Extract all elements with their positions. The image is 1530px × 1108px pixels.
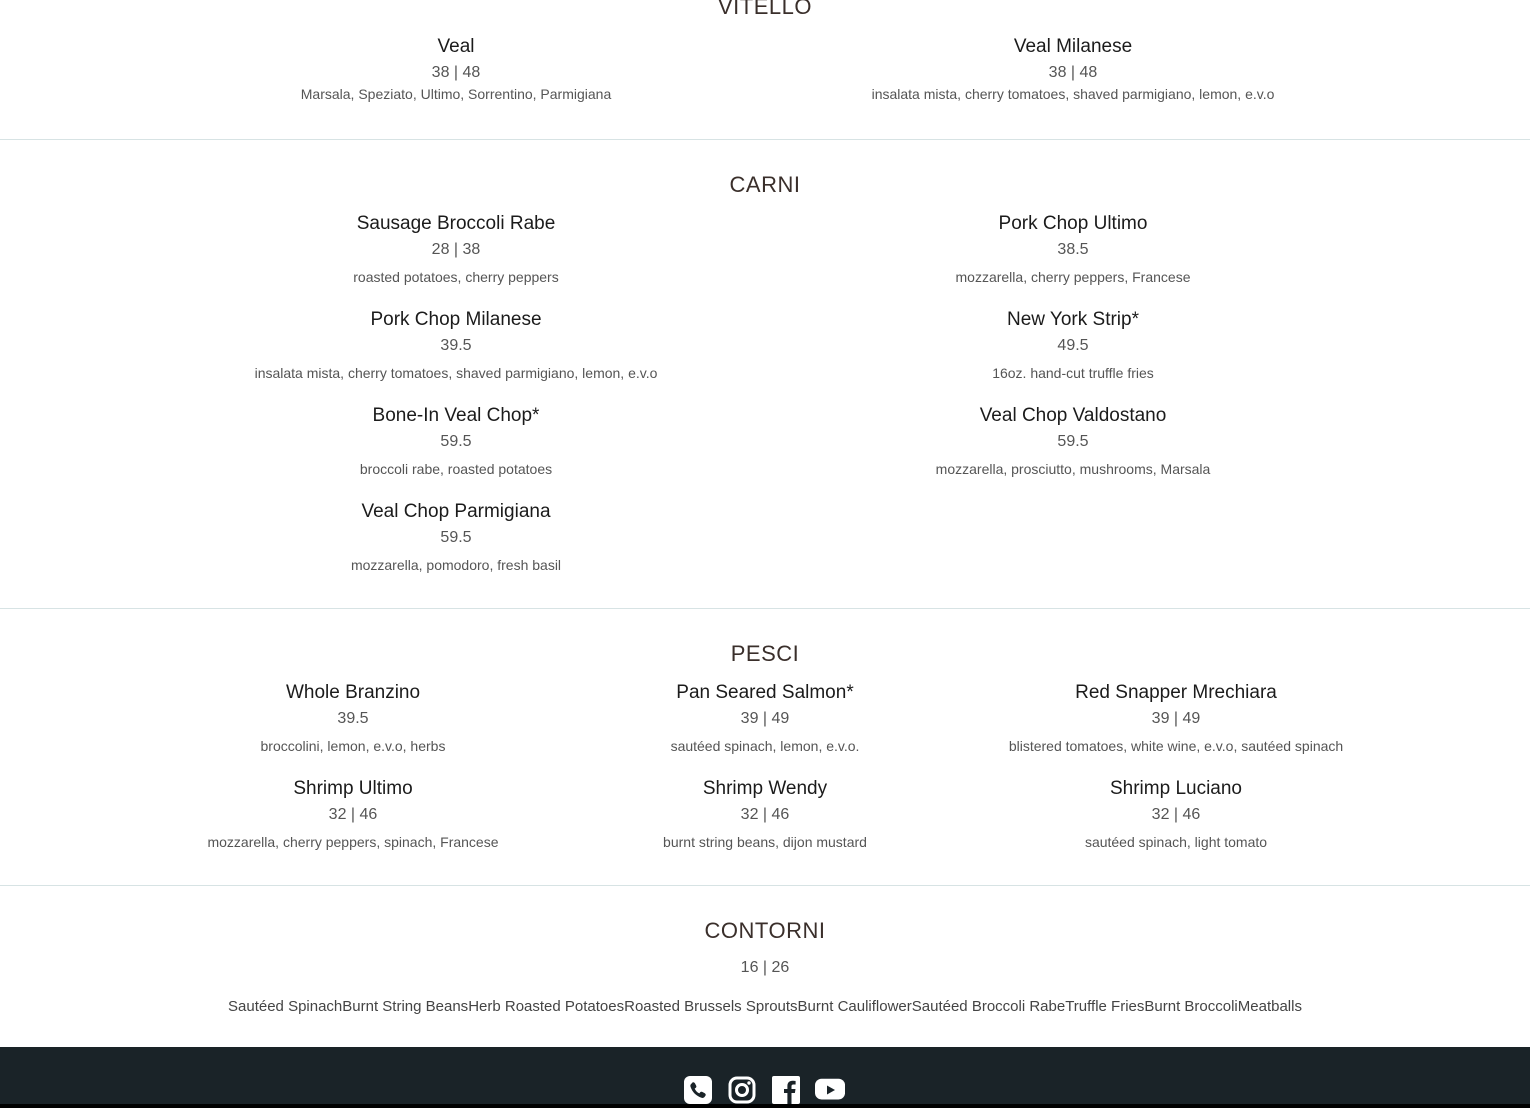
side-item: Sautéed Spinach xyxy=(228,998,343,1015)
side-item: Meatballs xyxy=(1237,998,1302,1015)
menu-item-name: Veal xyxy=(437,36,475,57)
side-item: Roasted Brussels Sprouts xyxy=(624,998,798,1015)
menu-item-name: Red Snapper Mrechiara xyxy=(1075,682,1277,703)
menu-item-veal-chop-valdostano xyxy=(773,404,1373,478)
menu-item-name: New York Strip* xyxy=(1006,309,1139,330)
menu-item-name: Shrimp Luciano xyxy=(1109,778,1243,799)
menu-item-veal-milanese xyxy=(773,35,1373,103)
menu-item-price: 32 | 46 xyxy=(740,806,790,823)
side-item: Truffle Fries xyxy=(1065,998,1145,1015)
section-title-pesci: PESCI xyxy=(730,641,800,666)
menu-item-description: mozzarella, cherry peppers, Francese xyxy=(955,269,1191,285)
menu-item-price: 59.5 xyxy=(1057,433,1089,450)
menu-item-new-york-strip xyxy=(773,308,1373,382)
menu-item-shrimp-wendy xyxy=(565,777,965,851)
menu-item-price: 39 | 49 xyxy=(1151,710,1201,727)
side-item: Burnt String Beans xyxy=(342,998,469,1015)
footer-bottom-bar xyxy=(0,1104,1530,1108)
menu-item-pork-chop-ultimo xyxy=(773,212,1373,286)
menu-item-name: Pork Chop Milanese xyxy=(370,309,542,330)
menu-item-name: Whole Branzino xyxy=(285,682,421,703)
menu-item-description: broccolini, lemon, e.v.o, herbs xyxy=(260,738,446,754)
menu-item-red-snapper-mrechiara xyxy=(976,681,1376,755)
side-item: Sautéed Broccoli Rabe xyxy=(911,998,1066,1015)
menu-item-name: Shrimp Wendy xyxy=(702,778,828,799)
menu-item-price: 59.5 xyxy=(440,433,472,450)
menu-item-description: insalata mista, cherry tomatoes, shaved parmigiano, lemon, e.v.o xyxy=(871,86,1275,102)
menu-item-price: 39.5 xyxy=(440,337,472,354)
section-divider xyxy=(0,608,1530,609)
menu-item-price: 32 | 46 xyxy=(328,806,378,823)
instagram-icon[interactable] xyxy=(727,1075,757,1105)
menu-item-description: sautéed spinach, light tomato xyxy=(1084,834,1268,850)
footer xyxy=(0,1047,1530,1108)
menu-item-description: roasted potatoes, cherry peppers xyxy=(353,269,559,285)
menu-item-name: Pan Seared Salmon* xyxy=(676,682,854,703)
contorni-price: 16 | 26 xyxy=(740,959,790,976)
side-item: Herb Roasted Potatoes xyxy=(468,998,625,1015)
menu-item-description: insalata mista, cherry tomatoes, shaved parmigiano, lemon, e.v.o xyxy=(254,365,658,381)
phone-icon[interactable] xyxy=(683,1075,713,1105)
menu-item-name: Pork Chop Ultimo xyxy=(998,213,1148,234)
menu-item-description: mozzarella, pomodoro, fresh basil xyxy=(350,557,562,573)
youtube-icon[interactable] xyxy=(815,1075,845,1105)
menu-item-price: 32 | 46 xyxy=(1151,806,1201,823)
menu-item-description: mozzarella, cherry peppers, spinach, Francese xyxy=(207,834,499,850)
menu-item-bone-in-veal-chop xyxy=(156,404,756,478)
menu-item-name: Veal Milanese xyxy=(1013,36,1133,57)
menu-item-veal xyxy=(156,35,756,103)
menu-item-price: 38 | 48 xyxy=(1048,64,1098,81)
menu-item-shrimp-luciano xyxy=(976,777,1376,851)
menu-item-price: 38 | 48 xyxy=(431,64,481,81)
menu-item-name: Sausage Broccoli Rabe xyxy=(356,213,556,234)
menu-item-description: Marsala, Speziato, Ultimo, Sorrentino, Parmigiana xyxy=(300,86,612,102)
menu-item-description: sautéed spinach, lemon, e.v.o. xyxy=(670,738,860,754)
menu-item-price: 59.5 xyxy=(440,529,472,546)
menu-item-price: 39 | 49 xyxy=(740,710,790,727)
menu-item-description: mozzarella, prosciutto, mushrooms, Marsala xyxy=(935,461,1211,477)
menu-item-description: burnt string beans, dijon mustard xyxy=(663,834,867,850)
menu-item-price: 28 | 38 xyxy=(431,241,481,258)
menu-item-price: 49.5 xyxy=(1057,337,1089,354)
menu-item-price: 39.5 xyxy=(337,710,369,727)
menu-item-description: 16oz. hand-cut truffle fries xyxy=(992,365,1154,381)
menu-item-sausage-broccoli-rabe xyxy=(156,212,756,286)
menu-item-name: Veal Chop Valdostano xyxy=(979,405,1167,426)
section-title-carni: CARNI xyxy=(729,172,801,197)
menu-item-pan-seared-salmon xyxy=(565,681,965,755)
menu-item-pork-chop-milanese xyxy=(156,308,756,382)
menu-item-description: broccoli rabe, roasted potatoes xyxy=(359,461,553,477)
menu-item-veal-chop-parmigiana xyxy=(156,500,756,574)
contorni-sides-list xyxy=(0,997,1530,1017)
menu-item-name: Veal Chop Parmigiana xyxy=(361,501,551,522)
side-item: Burnt Broccoli xyxy=(1144,998,1238,1015)
side-item: Burnt Cauliflower xyxy=(797,998,912,1015)
menu-item-name: Shrimp Ultimo xyxy=(293,778,413,799)
menu-item-name: Bone-In Veal Chop* xyxy=(372,405,540,426)
menu-item-whole-branzino xyxy=(153,681,553,755)
section-divider xyxy=(0,139,1530,140)
facebook-icon[interactable] xyxy=(771,1075,801,1105)
section-title-contorni: CONTORNI xyxy=(704,918,826,943)
menu-item-shrimp-ultimo xyxy=(153,777,553,851)
section-title-vitello: VITELLO xyxy=(718,0,812,19)
menu-item-description: blistered tomatoes, white wine, e.v.o, sautéed spinach xyxy=(1008,738,1344,754)
section-divider xyxy=(0,885,1530,886)
social-links xyxy=(683,1075,845,1105)
menu-item-price: 38.5 xyxy=(1057,241,1089,258)
